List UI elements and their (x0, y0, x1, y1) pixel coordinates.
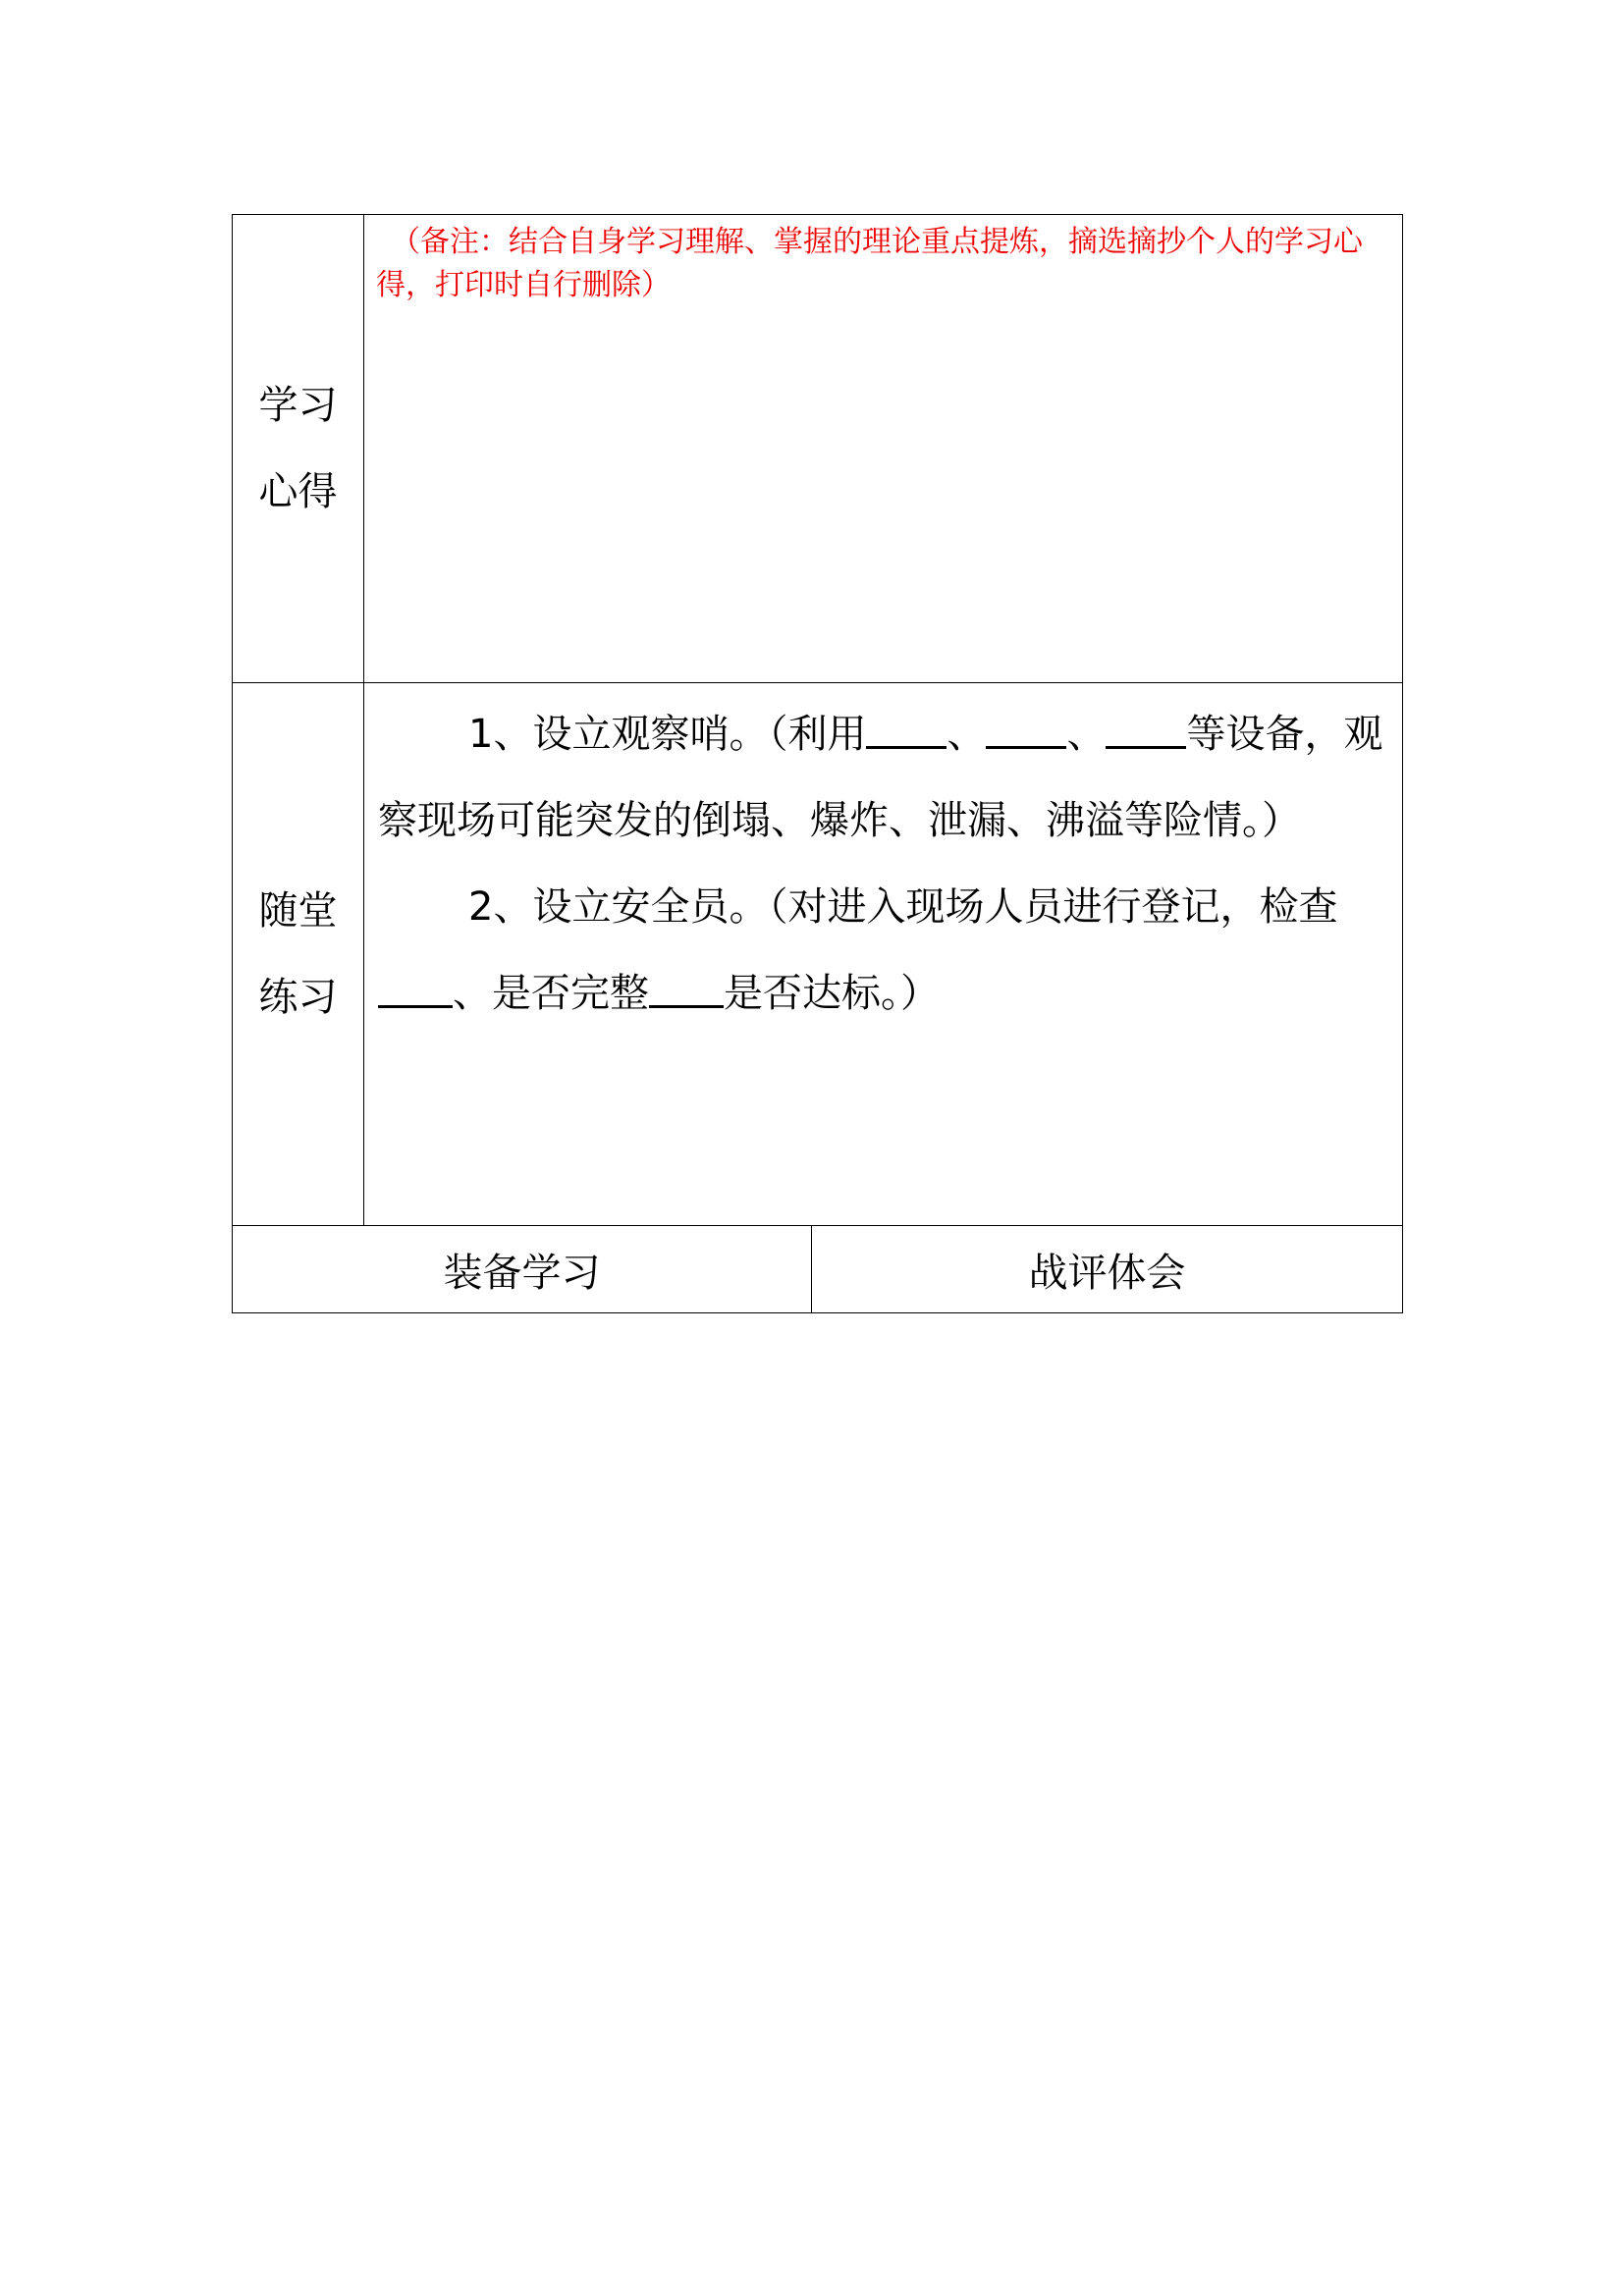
practice-label-line1: 随堂 (258, 888, 338, 934)
equipment-study-cell: 装备学习 (233, 1226, 812, 1313)
practice-item-2 (378, 864, 1392, 1037)
fill-blank-3[interactable] (1106, 707, 1186, 749)
study-notes-label (233, 215, 364, 683)
practice-label-line2: 练习 (258, 975, 338, 1020)
practice-item-1-sep1: 、 (947, 712, 987, 757)
fill-blank-5[interactable] (649, 966, 724, 1008)
study-notes-label-line2: 心得 (258, 469, 338, 514)
practice-item-1-tail: 等设备，观察现场可能突发的倒塌、爆炸、泄漏、沸溢等险情。） (378, 712, 1383, 843)
study-notes-row (233, 215, 1403, 683)
study-notes-cell[interactable] (364, 215, 1403, 683)
practice-row (233, 683, 1403, 1226)
fill-blank-2[interactable] (986, 707, 1066, 749)
footer-row (233, 1226, 1403, 1313)
practice-item-1 (378, 691, 1392, 864)
fill-blank-4[interactable] (378, 966, 453, 1008)
practice-item-2-tail: 是否达标。） (724, 971, 940, 1016)
practice-cell (364, 683, 1403, 1226)
practice-item-2-lead: 2、设立安全员。（对进入现场人员进行登记，检查 (468, 884, 1338, 930)
practice-item-1-sep2: 、 (1066, 712, 1107, 757)
practice-item-1-lead: 1、设立观察哨。（利用 (468, 712, 867, 757)
fill-blank-1[interactable] (866, 707, 947, 749)
worksheet (232, 214, 1402, 1313)
study-form-table (232, 214, 1403, 1313)
practice-item-2-mid: 、是否完整 (453, 971, 649, 1016)
practice-label (233, 683, 364, 1226)
review-insights-cell: 战评体会 (812, 1226, 1403, 1313)
study-notes-label-line1: 学习 (258, 383, 338, 428)
practice-body (364, 683, 1402, 1037)
study-notes-remark: （备注：结合自身学习理解、掌握的理论重点提炼，摘选摘抄个人的学习心得，打印时自行删除） (376, 225, 1363, 302)
